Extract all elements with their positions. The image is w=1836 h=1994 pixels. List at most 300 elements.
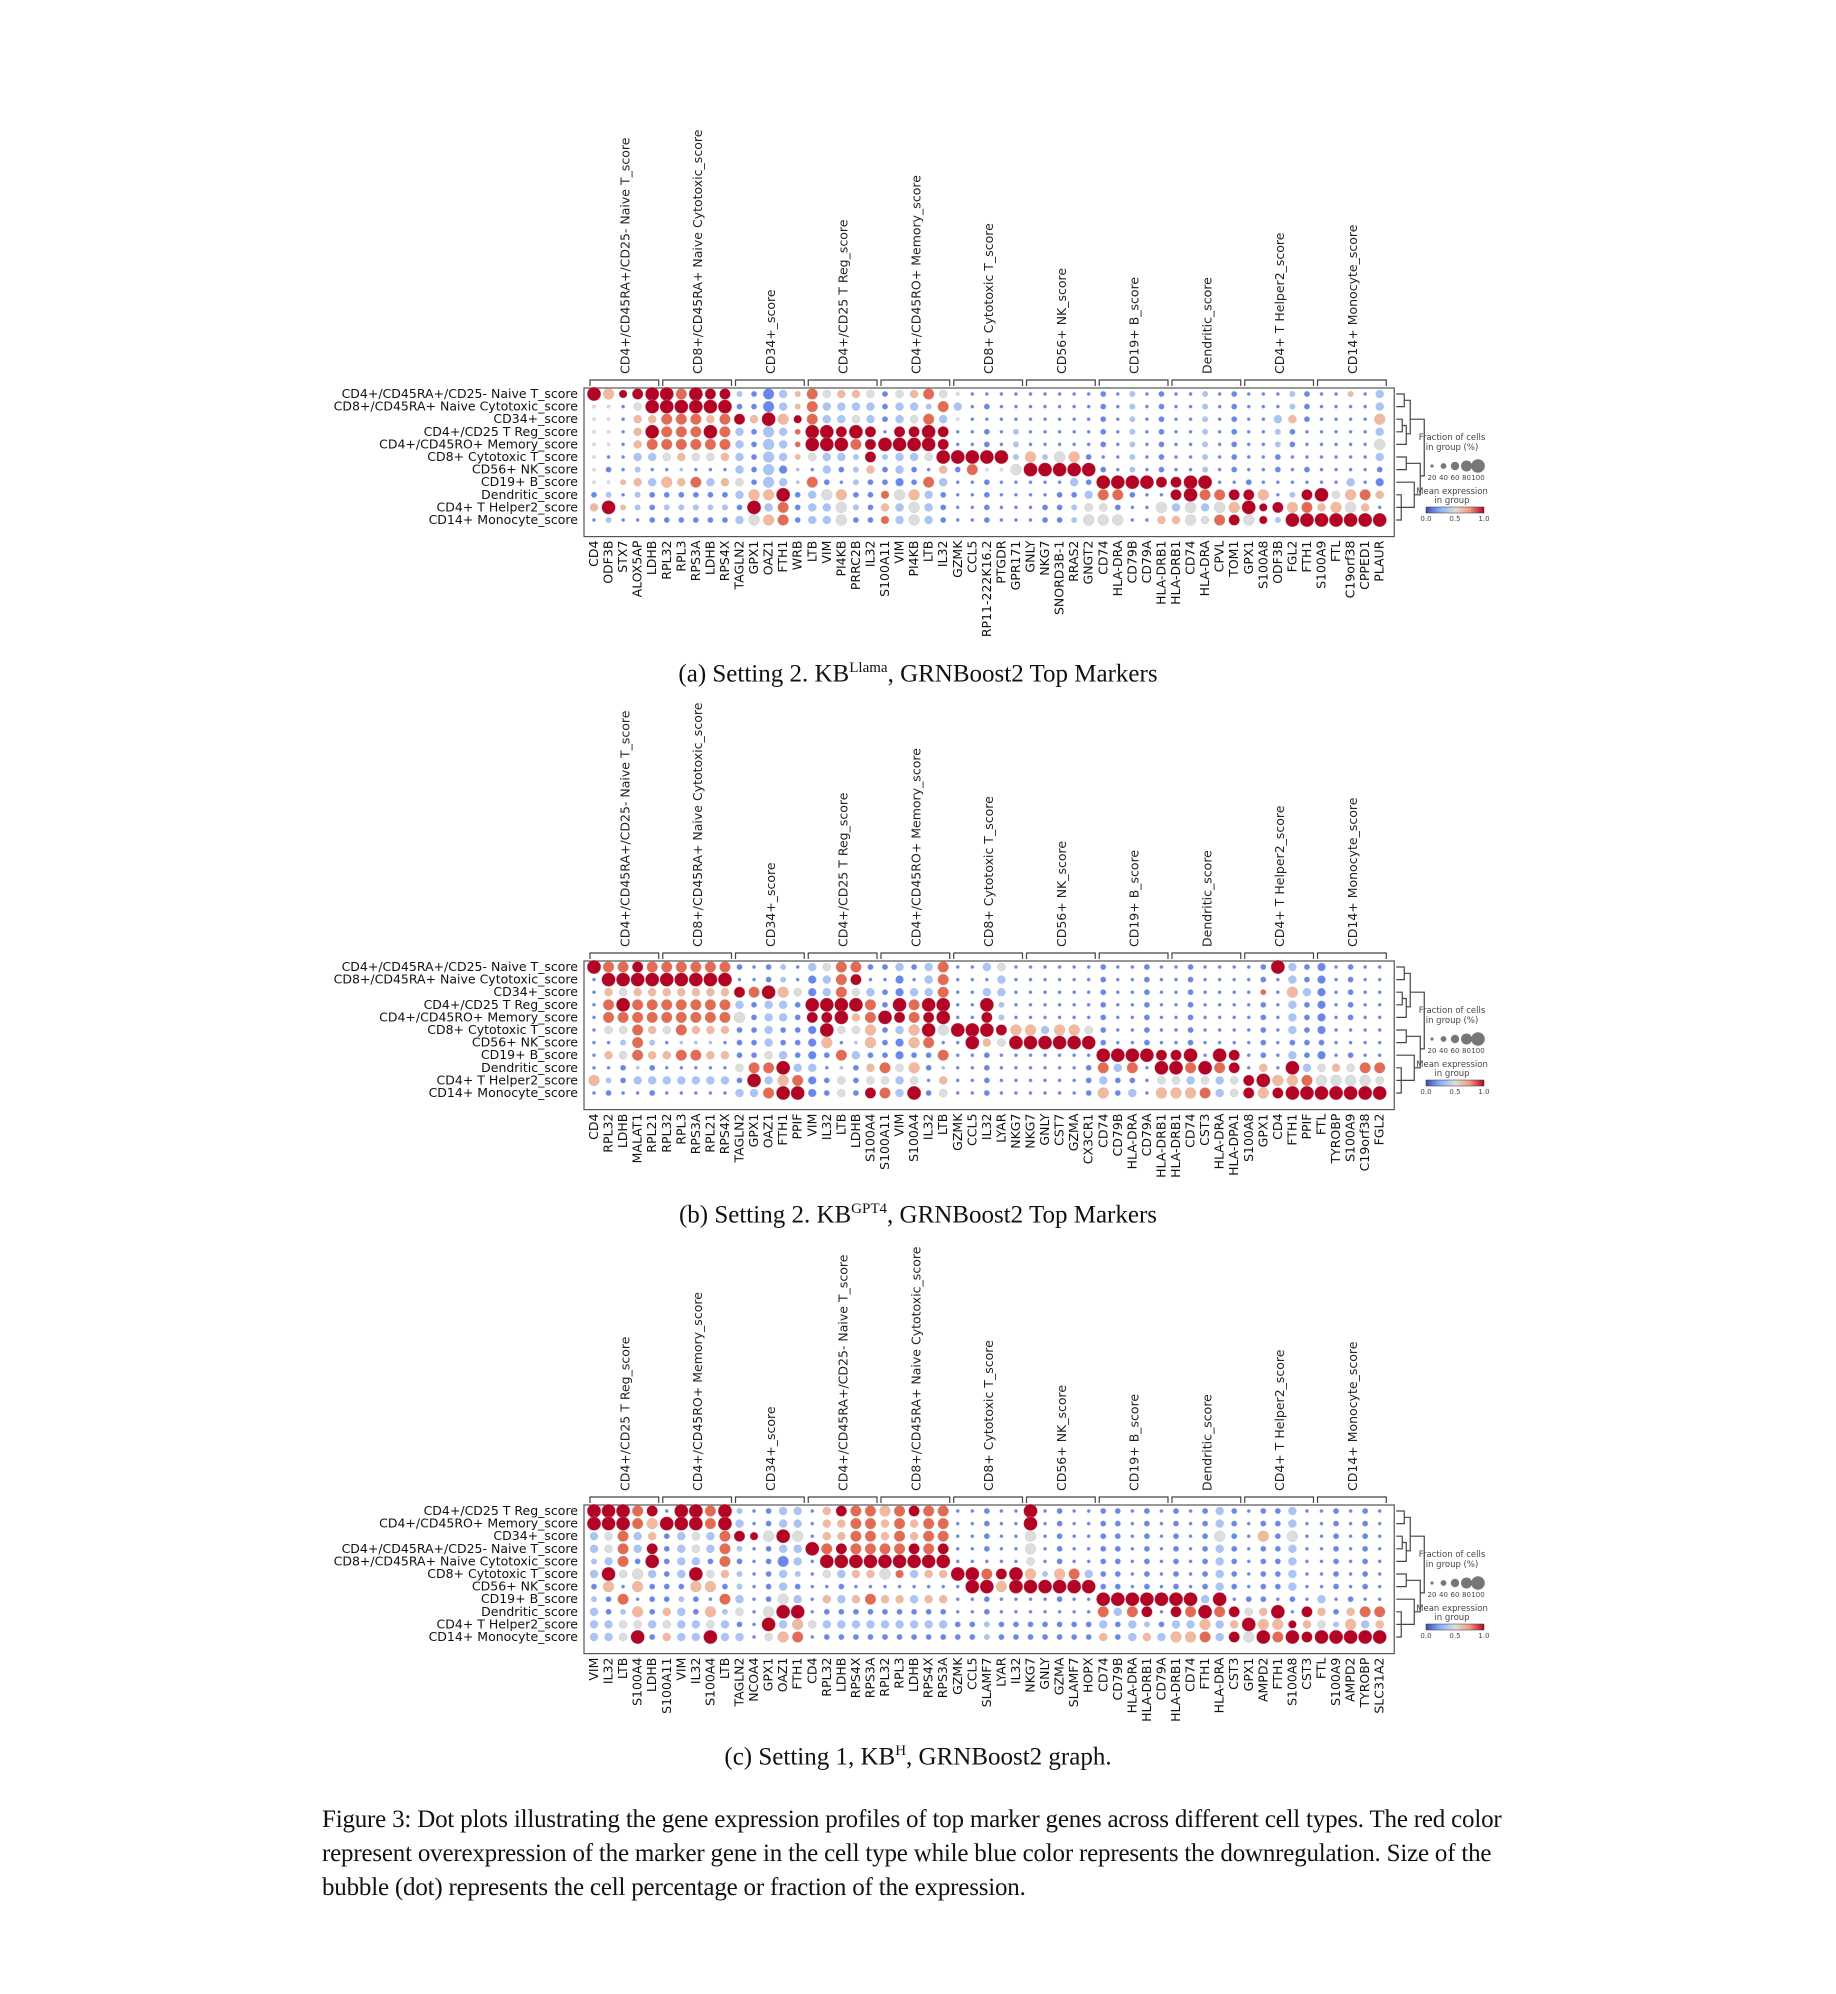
expression-dot	[1043, 1522, 1046, 1525]
expression-dot	[621, 1585, 624, 1588]
expression-dot	[938, 1531, 949, 1542]
expression-dot	[823, 1570, 831, 1578]
expression-dot	[1378, 1522, 1381, 1525]
group-label: CD8+ Cytotoxic T_score	[981, 223, 997, 374]
expression-dot	[1360, 1606, 1371, 1617]
expression-dot	[1087, 1509, 1090, 1512]
gene-label: FTH1	[1298, 540, 1314, 573]
legend-color-tick: 0.5	[1449, 515, 1461, 523]
expression-dot	[1288, 1545, 1296, 1553]
expression-dot	[735, 1633, 743, 1641]
expression-dot	[926, 1634, 932, 1640]
expression-dot	[619, 1620, 627, 1628]
gene-label: FTH1	[775, 540, 791, 573]
expression-dot	[1287, 1531, 1298, 1542]
expression-dot	[836, 1543, 847, 1554]
expression-dot	[938, 1543, 949, 1554]
expression-dot	[765, 1633, 773, 1641]
expression-dot	[664, 1596, 670, 1602]
row-label: CD4+/CD45RO+ Memory_score	[379, 1515, 578, 1531]
expression-dot	[834, 1555, 848, 1569]
expression-dot	[1043, 1547, 1046, 1550]
expression-dot	[996, 1581, 1007, 1592]
expression-dot	[1144, 1533, 1150, 1539]
legend-color-tick: 1.0	[1478, 1632, 1490, 1640]
gene-label: LDHB	[644, 540, 660, 576]
gene-label: CST3	[1226, 1657, 1242, 1690]
group-label: CD4+/CD45RO+ Memory_score	[908, 748, 924, 947]
expression-dot	[1216, 1570, 1224, 1578]
legend-color-tick: 0.0	[1420, 1632, 1432, 1640]
expression-dot	[850, 1543, 861, 1554]
gene-label: CD79A	[1153, 1657, 1169, 1701]
gene-label: CD4	[1269, 1113, 1285, 1140]
gene-label: IL32	[600, 1657, 616, 1685]
gene-label: C19orf38	[1342, 540, 1358, 599]
expression-dot	[1014, 1522, 1017, 1525]
expression-dot	[866, 1620, 874, 1628]
expression-dot	[1043, 1534, 1046, 1537]
group-label: Dendritic_score	[1199, 1394, 1215, 1491]
expression-dot	[1216, 1633, 1224, 1641]
expression-dot	[1202, 1508, 1208, 1514]
expression-dot	[1333, 1521, 1339, 1527]
row-label: CD4+/CD45RA+/CD25- Naive T_score	[341, 1540, 578, 1556]
expression-dot	[735, 1608, 743, 1616]
expression-dot	[737, 1559, 743, 1565]
expression-dot	[779, 1545, 787, 1553]
expression-dot	[971, 1610, 974, 1613]
gene-label: NKG7	[1037, 540, 1053, 576]
gene-label: S100A8	[1284, 1657, 1300, 1706]
group-label: Dendritic_score	[1199, 277, 1215, 374]
gene-label: NKG7	[1022, 1113, 1038, 1149]
gene-label: CD74	[1095, 1113, 1111, 1148]
group-label: CD56+ NK_score	[1053, 267, 1069, 374]
expression-dot	[1200, 1632, 1211, 1643]
expression-dot	[737, 1584, 743, 1590]
group-bracket	[736, 1497, 805, 1503]
expression-dot	[1131, 1522, 1134, 1525]
group-label: CD4+/CD25 T Reg_score	[617, 1336, 633, 1491]
expression-dot	[956, 1585, 959, 1588]
expression-dot	[1185, 1632, 1196, 1643]
expression-dot	[692, 1620, 700, 1628]
expression-dot	[692, 1545, 700, 1553]
panel-c-caption-text: (c) Setting 1, KB	[724, 1743, 896, 1771]
gene-label: HLA-DRB1	[1153, 1113, 1169, 1178]
gene-label: FTH1	[1269, 1657, 1285, 1690]
gene-label: CD4	[586, 1113, 601, 1140]
legend-size-tick: 60	[1450, 474, 1460, 482]
expression-dot	[1243, 1632, 1254, 1643]
expression-dot	[1320, 1547, 1323, 1550]
gene-label: C19orf38	[1357, 1113, 1373, 1172]
expression-dot	[632, 1518, 643, 1529]
row-label: CD34+_score	[493, 411, 578, 427]
expression-dot	[984, 1634, 990, 1640]
expression-dot	[1275, 1533, 1281, 1539]
expression-dot	[1054, 1569, 1065, 1580]
gene-label: FGL2	[1284, 540, 1300, 573]
expression-dot	[1131, 1572, 1134, 1575]
expression-dot	[590, 1620, 598, 1628]
expression-dot	[619, 1570, 627, 1578]
gene-label: CPVL	[1211, 540, 1227, 573]
group-label: CD4+/CD45RA+/CD25- Naive T_score	[835, 1254, 851, 1491]
expression-dot	[837, 1520, 845, 1528]
expression-dot	[969, 1622, 975, 1628]
expression-dot	[1115, 1508, 1121, 1514]
expression-dot	[1247, 1547, 1250, 1550]
expression-dot	[1057, 1533, 1063, 1539]
expression-dot	[587, 1504, 601, 1518]
expression-dot	[1014, 1547, 1017, 1550]
legend-size-tick: 20	[1427, 1047, 1437, 1055]
expression-dot	[737, 1622, 743, 1628]
expression-dot	[1378, 1509, 1381, 1512]
row-label: Dendritic_score	[481, 1603, 578, 1619]
legend-color-title: Mean expression	[1416, 1604, 1488, 1614]
group-label: CD56+ NK_score	[1053, 840, 1069, 947]
legend-color-tick: 1.0	[1478, 515, 1490, 523]
legend-size-title: Fraction of cells	[1418, 433, 1486, 443]
group-bracket	[1099, 1497, 1168, 1503]
gene-label: RRAS2	[1066, 540, 1082, 582]
expression-dot	[1025, 1543, 1036, 1554]
expression-dot	[591, 1596, 597, 1602]
legend	[1416, 1550, 1489, 1640]
gene-label: CST3	[1298, 1657, 1314, 1690]
expression-dot	[1014, 1610, 1017, 1613]
gene-label: HLA-DRA	[1109, 540, 1125, 597]
expression-dot	[1028, 1622, 1034, 1628]
expression-dot	[880, 1543, 891, 1554]
expression-dot	[603, 1581, 614, 1592]
expression-dot	[941, 1585, 944, 1588]
expression-dot	[1125, 1592, 1139, 1606]
expression-dot	[1198, 1605, 1212, 1619]
expression-dot	[923, 1543, 934, 1554]
gene-label: IL32	[818, 1113, 834, 1141]
legend-color-tick: 0.0	[1420, 515, 1432, 523]
gene-label: HLA-DRB1	[1138, 1657, 1154, 1722]
gene-label: CX3CR1	[1080, 1113, 1096, 1165]
expression-dot	[779, 1520, 787, 1528]
expression-dot	[1202, 1571, 1208, 1577]
expression-dot	[752, 1597, 755, 1600]
expression-dot	[1260, 1521, 1266, 1527]
gene-label: S100A11	[658, 1657, 674, 1714]
expression-dot	[1013, 1634, 1019, 1640]
expression-dot	[587, 1517, 601, 1531]
gene-label: SLAMF7	[978, 1657, 994, 1708]
expression-dot	[1057, 1521, 1063, 1527]
expression-dot	[936, 1555, 950, 1569]
expression-dot	[1349, 1560, 1352, 1563]
expression-dot	[1231, 1571, 1237, 1577]
expression-dot	[895, 1620, 903, 1628]
expression-dot	[1231, 1559, 1237, 1565]
expression-dot	[648, 1570, 656, 1578]
expression-dot	[752, 1623, 755, 1626]
gene-label: GZMK	[949, 540, 965, 578]
row-label: CD8+ Cytotoxic T_score	[427, 449, 578, 464]
gene-label: VIM	[818, 540, 834, 564]
expression-dot	[1173, 1546, 1179, 1552]
expression-dot	[1362, 1508, 1368, 1514]
expression-dot	[631, 1630, 645, 1644]
expression-dot	[1189, 1522, 1192, 1525]
gene-label: LTB	[804, 540, 820, 563]
expression-dot	[999, 1622, 1005, 1628]
expression-dot	[1115, 1622, 1121, 1628]
expression-dot	[1258, 1619, 1269, 1630]
gene-label: S100A4	[906, 1113, 922, 1162]
expression-dot	[737, 1508, 743, 1514]
gene-label: RPS3A	[862, 1657, 878, 1699]
expression-dot	[1200, 1619, 1211, 1630]
expression-dot	[1305, 1509, 1308, 1512]
expression-dot	[663, 1620, 671, 1628]
gene-label: CD74	[1182, 1113, 1198, 1148]
expression-dot	[778, 1594, 789, 1605]
expression-dot	[752, 1522, 755, 1525]
panel-b-caption-superscript: GPT4	[851, 1201, 888, 1217]
expression-dot	[664, 1533, 670, 1539]
expression-dot	[1378, 1585, 1381, 1588]
expression-dot	[999, 1634, 1005, 1640]
row-label: CD4+/CD25 T Reg_score	[423, 423, 578, 439]
expression-dot	[925, 1595, 933, 1603]
expression-dot	[1315, 1630, 1329, 1644]
gene-label: IL32	[935, 540, 951, 568]
gene-label: HLA-DRA	[1211, 1113, 1227, 1170]
expression-dot	[1144, 1571, 1150, 1577]
row-label: CD8+ Cytotoxic T_score	[427, 1566, 578, 1581]
group-label: CD4+/CD25 T Reg_score	[835, 219, 851, 374]
gene-label: LTB	[920, 540, 936, 563]
gene-label: NKG7	[1007, 1113, 1023, 1149]
expression-dot	[911, 1634, 917, 1640]
expression-dot	[1000, 1560, 1003, 1563]
expression-dot	[735, 1520, 743, 1528]
gene-label: CD79B	[1109, 1113, 1125, 1157]
expression-dot	[1144, 1508, 1150, 1514]
expression-dot	[1348, 1596, 1354, 1602]
gene-label: VIM	[586, 1657, 601, 1681]
gene-label: FTH1	[1197, 1657, 1213, 1690]
expression-dot	[965, 1567, 979, 1581]
expression-dot	[677, 1532, 685, 1540]
expression-dot	[590, 1570, 598, 1578]
expression-dot	[1320, 1572, 1323, 1575]
expression-dot	[927, 1585, 930, 1588]
expression-dot	[1374, 1606, 1385, 1617]
expression-dot	[1329, 1630, 1343, 1644]
row-label: Dendritic_score	[481, 1059, 578, 1075]
gene-label: RPS4X	[920, 1657, 936, 1699]
expression-dot	[1286, 1630, 1300, 1644]
expression-dot	[708, 1559, 714, 1565]
expression-dot	[737, 1546, 743, 1552]
expression-dot	[1014, 1560, 1017, 1563]
gene-label: GNLY	[1037, 1113, 1053, 1146]
legend-size-tick: 40	[1439, 1591, 1448, 1599]
expression-dot	[665, 1509, 668, 1512]
expression-dot	[923, 1506, 934, 1517]
expression-dot	[1096, 1592, 1110, 1606]
expression-dot	[965, 1580, 979, 1594]
panel-a-caption-superscript: Llama	[849, 660, 888, 676]
gene-label: GZMK	[949, 1113, 965, 1151]
expression-dot	[1082, 1580, 1096, 1594]
expression-dot	[836, 1506, 847, 1517]
row-label: CD56+ NK_score	[471, 1034, 578, 1050]
expression-dot	[1345, 1619, 1356, 1630]
expression-dot	[1376, 1620, 1384, 1628]
expression-dot	[1024, 1517, 1038, 1531]
expression-dot	[1288, 1507, 1296, 1515]
group-bracket	[1245, 1497, 1314, 1503]
expression-dot	[766, 1546, 772, 1552]
expression-dot	[795, 1571, 801, 1577]
expression-dot	[618, 1543, 629, 1554]
expression-dot	[894, 1531, 905, 1542]
expression-dot	[1100, 1584, 1106, 1590]
legend-size-tick: 80	[1462, 1591, 1471, 1599]
expression-dot	[898, 1585, 901, 1588]
expression-dot	[1043, 1560, 1046, 1563]
expression-dot	[632, 1569, 643, 1580]
expression-dot	[1258, 1531, 1269, 1542]
expression-dot	[865, 1543, 876, 1554]
expression-dot	[894, 1543, 905, 1554]
panel-c-caption	[0, 1743, 1836, 1771]
expression-dot	[868, 1634, 874, 1640]
expression-dot	[750, 1532, 758, 1540]
expression-dot	[1202, 1533, 1208, 1539]
gene-label: VIM	[891, 1113, 907, 1137]
expression-dot	[792, 1632, 803, 1643]
expression-dot	[882, 1634, 888, 1640]
expression-dot	[1363, 1597, 1366, 1600]
expression-dot	[734, 1531, 745, 1542]
expression-dot	[678, 1584, 684, 1590]
expression-dot	[648, 1620, 656, 1628]
row-label: CD19+ B_score	[480, 474, 578, 490]
expression-dot	[634, 1545, 642, 1553]
expression-dot	[1247, 1509, 1250, 1512]
group-label: CD14+ Monocyte_score	[1344, 1341, 1360, 1491]
expression-dot	[719, 1543, 730, 1554]
expression-dot	[1100, 1571, 1106, 1577]
expression-dot	[794, 1595, 802, 1603]
expression-dot	[620, 1609, 626, 1615]
legend-color-tick: 1.0	[1478, 1088, 1490, 1096]
expression-dot	[1231, 1533, 1237, 1539]
expression-dot	[645, 1555, 659, 1569]
legend-color-title: in group	[1434, 1069, 1470, 1079]
expression-dot	[776, 1529, 790, 1543]
expression-dot	[1029, 1597, 1032, 1600]
expression-dot	[1131, 1534, 1134, 1537]
expression-dot	[1087, 1560, 1090, 1563]
group-label: CD4+/CD25 T Reg_score	[835, 792, 851, 947]
expression-dot	[1317, 1595, 1325, 1603]
gene-label: IL32	[687, 1657, 703, 1685]
gene-label: S100A4	[862, 1113, 878, 1162]
expression-dot	[752, 1509, 755, 1512]
gene-label: RPL21	[644, 1113, 660, 1153]
expression-dot	[1232, 1597, 1235, 1600]
expression-dot	[1216, 1507, 1224, 1515]
expression-dot	[1247, 1560, 1250, 1563]
expression-dot	[649, 1584, 655, 1590]
expression-dot	[1189, 1560, 1192, 1563]
gene-label: LYAR	[993, 1113, 1009, 1143]
gene-label: CCL5	[964, 1113, 980, 1146]
expression-dot	[647, 1506, 658, 1517]
expression-dot	[1159, 1622, 1165, 1628]
expression-dot	[1173, 1584, 1179, 1590]
expression-dot	[925, 1570, 933, 1578]
expression-dot	[912, 1585, 915, 1588]
expression-dot	[1320, 1509, 1323, 1512]
expression-dot	[1087, 1547, 1090, 1550]
expression-dot	[604, 1557, 612, 1565]
expression-dot	[1013, 1622, 1019, 1628]
expression-dot	[1057, 1596, 1063, 1602]
expression-dot	[1024, 1580, 1038, 1594]
expression-dot	[1349, 1585, 1352, 1588]
expression-dot	[811, 1509, 814, 1512]
expression-dot	[865, 1531, 876, 1542]
expression-dot	[705, 1506, 716, 1517]
expression-dot	[1072, 1560, 1075, 1563]
expression-dot	[1272, 1619, 1283, 1630]
legend-size-title: Fraction of cells	[1418, 1550, 1486, 1560]
expression-dot	[909, 1543, 920, 1554]
gene-label: RP11-222K16.2	[978, 540, 994, 638]
expression-dot	[1072, 1509, 1075, 1512]
expression-dot	[1160, 1509, 1163, 1512]
expression-dot	[1087, 1522, 1090, 1525]
expression-dot	[1260, 1596, 1266, 1602]
expression-dot	[881, 1620, 889, 1628]
row-label: CD8+/CD45RA+ Naive Cytotoxic_score	[333, 971, 578, 987]
expression-dot	[1071, 1634, 1077, 1640]
legend-size-tick: 40	[1439, 474, 1448, 482]
gene-label: SNORD3B-1	[1051, 540, 1067, 616]
expression-dot	[894, 1506, 905, 1517]
expression-dot	[718, 1517, 732, 1531]
group-bracket	[663, 1497, 732, 1503]
expression-dot	[869, 1585, 872, 1588]
gene-label: RPS4X	[716, 1113, 732, 1155]
expression-dot	[794, 1520, 802, 1528]
group-label: CD4+ T Helper2_score	[1272, 805, 1288, 947]
gene-label: STX7	[615, 540, 631, 573]
expression-dot	[794, 1545, 802, 1553]
expression-dot	[604, 1545, 612, 1553]
expression-dot	[660, 1517, 674, 1531]
group-label: CD4+/CD45RO+ Memory_score	[908, 175, 924, 374]
expression-dot	[1160, 1585, 1163, 1588]
expression-dot	[678, 1596, 684, 1602]
legend-color-title: Mean expression	[1416, 1060, 1488, 1070]
expression-dot	[811, 1522, 814, 1525]
